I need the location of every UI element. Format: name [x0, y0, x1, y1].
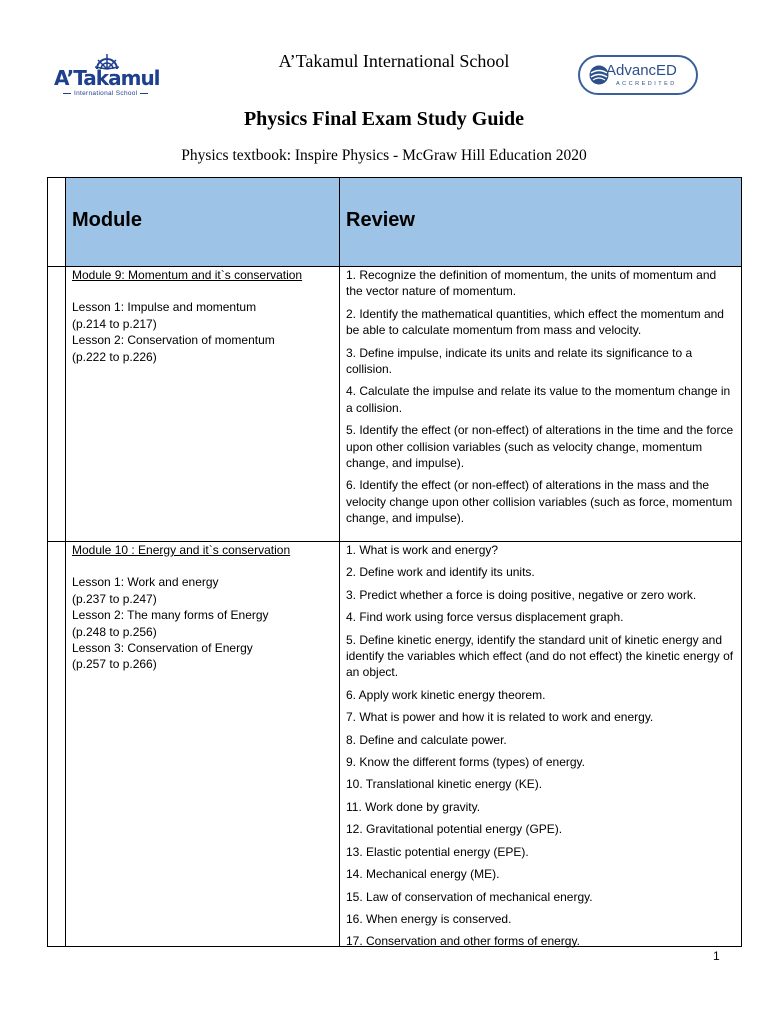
accreditation-name: AdvancED — [606, 62, 677, 79]
review-item: 17. Conservation and other forms of energy. — [346, 934, 580, 949]
review-item: 10. Translational kinetic energy (KE). — [346, 777, 543, 792]
table-gutter-line — [65, 178, 66, 946]
review-item: 14. Mechanical energy (ME). — [346, 867, 500, 882]
review-item: 4. Find work using force versus displacement graph. — [346, 610, 624, 625]
lesson-line: Lesson 2: Conservation of momentum — [72, 333, 275, 348]
lesson-pages: (p.222 to p.226) — [72, 349, 157, 364]
study-guide-table — [47, 177, 742, 947]
module-cell — [72, 542, 337, 673]
lesson-pages: (p.248 to p.256) — [72, 624, 157, 639]
document-title: Physics Final Exam Study Guide — [243, 108, 525, 130]
module-column-header: Module — [72, 209, 142, 231]
review-item: 6. Identify the effect (or non-effect) of alterations in the mass and the velocity change upon other collision variables (such as force, momentum change, and impulse). — [346, 478, 733, 526]
review-item: 16. When energy is conserved. — [346, 911, 512, 926]
document-subtitle: Physics textbook: Inspire Physics - McGraw Hill Education 2020 — [181, 147, 587, 164]
review-item: 3. Predict whether a force is doing positive, negative or zero work. — [346, 587, 697, 602]
module-title: Module 9: Momentum and it`s conservation — [72, 268, 303, 282]
review-column-header: Review — [346, 209, 415, 231]
review-cell — [346, 542, 736, 956]
accreditation-logo — [578, 55, 698, 95]
review-item: 12. Gravitational potential energy (GPE). — [346, 822, 563, 837]
school-name: A’Takamul International School — [278, 51, 510, 71]
page-number: 1 — [713, 949, 720, 963]
table-column-divider — [339, 178, 340, 946]
review-item: 13. Elastic potential energy (EPE). — [346, 844, 529, 859]
review-item: 1. Recognize the definition of momentum, the units of momentum and the vector nature of momentum. — [346, 268, 717, 299]
review-item: 3. Define impulse, indicate its units and relate its significance to a collision. — [346, 345, 693, 377]
lesson-pages: (p.237 to p.247) — [72, 591, 157, 606]
logo-subtext: International School — [60, 90, 151, 97]
review-item: 2. Define work and identify its units. — [346, 565, 535, 580]
lesson-line: Lesson 1: Impulse and momentum — [72, 300, 257, 315]
lesson-pages: (p.257 to p.266) — [72, 657, 157, 672]
review-item: 5. Identify the effect (or non-effect) of alterations in the time and the force upon other collision variables (such as velocity change, momentum change, and impulse). — [346, 423, 734, 471]
review-cell — [346, 267, 736, 533]
review-item: 5. Define kinetic energy, identify the standard unit of kinetic energy and identify the variables which effect (and do not effect) the kinetic energy of an object. — [346, 632, 734, 680]
review-item: 6. Apply work kinetic energy theorem. — [346, 687, 546, 702]
lesson-line: Lesson 2: The many forms of Energy — [72, 608, 269, 623]
accreditation-subtext: ACCREDITED — [616, 81, 677, 87]
review-item: 2. Identify the mathematical quantities, which effect the momentum and be able to calculate momentum from mass and velocity. — [346, 306, 724, 338]
review-item: 9. Know the different forms (types) of energy. — [346, 755, 586, 770]
review-item: 7. What is power and how it is related to work and energy. — [346, 710, 654, 725]
lesson-line: Lesson 3: Conservation of Energy — [72, 641, 253, 656]
review-item: 11. Work done by gravity. — [346, 799, 481, 814]
module-title: Module 10 : Energy and it`s conservation — [72, 543, 291, 557]
lesson-line: Lesson 1: Work and energy — [72, 575, 219, 590]
review-item: 1. What is work and energy? — [346, 543, 499, 557]
review-item: 8. Define and calculate power. — [346, 732, 507, 747]
review-item: 4. Calculate the impulse and relate its value to the momentum change in a collision. — [346, 384, 731, 415]
review-item: 15. Law of conservation of mechanical energy. — [346, 889, 593, 904]
lesson-pages: (p.214 to p.217) — [72, 316, 157, 331]
module-cell — [72, 267, 337, 365]
logo-wordmark: A’Takamul — [54, 66, 160, 90]
